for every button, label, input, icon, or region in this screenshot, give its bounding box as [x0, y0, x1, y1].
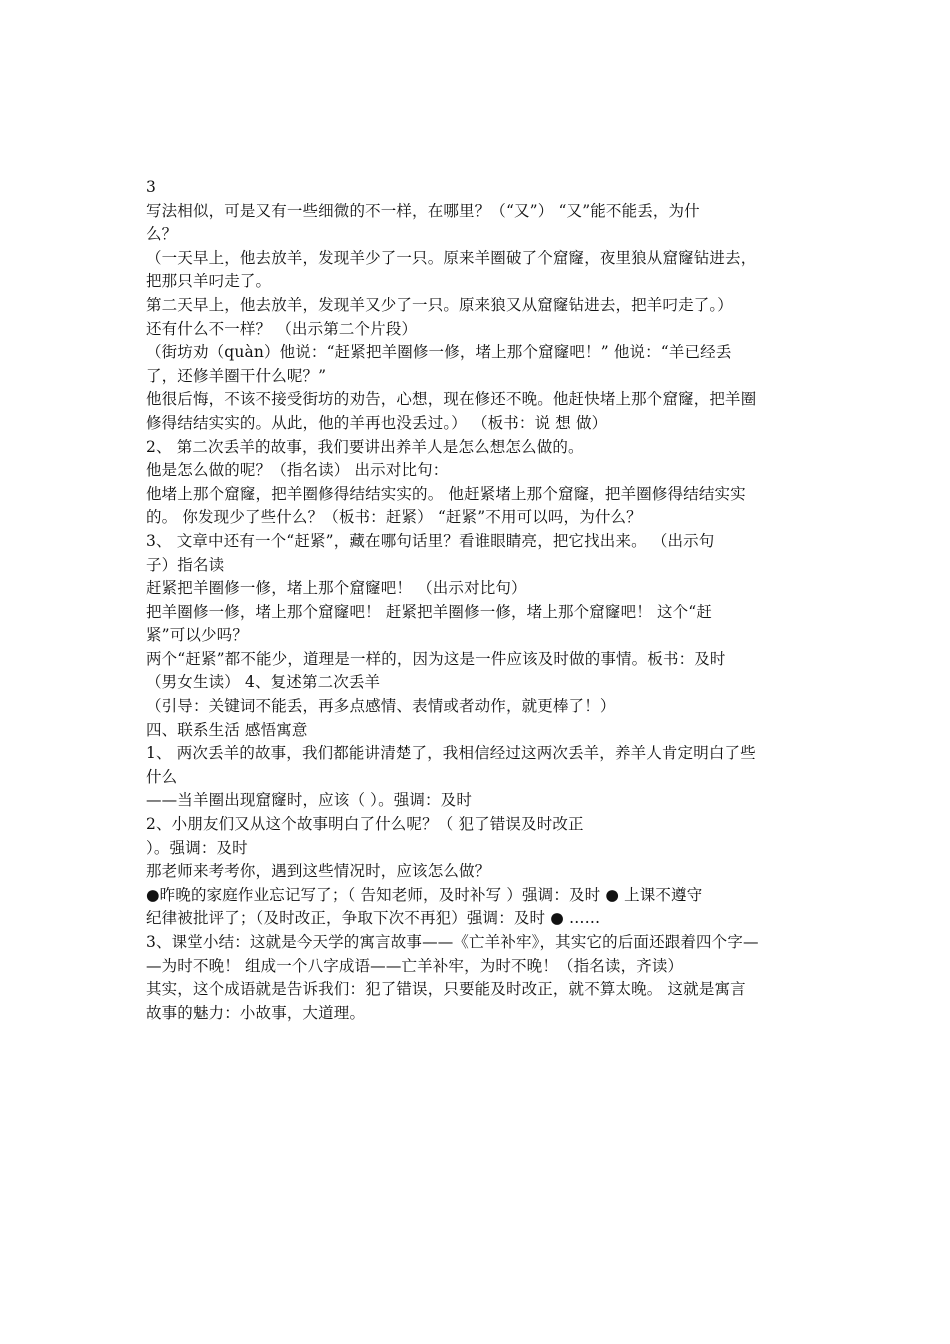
- text-line: ——当羊圈出现窟窿时，应该（ ）。强调：及时: [146, 791, 472, 810]
- page-number-line: 3: [146, 178, 157, 196]
- text-line: 么？: [146, 225, 178, 244]
- text-line: 写法相似，可是又有一些细微的不一样，在哪里？（“又”） “又”能不能丢，为什: [146, 201, 700, 220]
- text-line: （男女生读） 4、复述第二次丢羊: [146, 673, 381, 692]
- text-line: 其实，这个成语就是告诉我们：犯了错误，只要能及时改正，就不算太晚。 这就是寓言: [146, 980, 746, 999]
- text-line: 纪律被批评了；（及时改正，争取下次不再犯）强调：及时 ● ……: [146, 909, 601, 928]
- text-line: （一天早上，他去放羊，发现羊少了一只。原来羊圈破了个窟窿，夜里狼从窟窿钻进去，: [146, 248, 757, 267]
- text-line: 了，还修羊圈干什么呢？”: [146, 366, 327, 385]
- text-line: 紧”可以少吗？: [146, 626, 248, 645]
- text-line: ）。强调：及时: [146, 838, 248, 857]
- text-line: 故事的魅力：小故事，大道理。: [146, 1003, 366, 1022]
- text-line: 他堵上那个窟窿，把羊圈修得结结实实的。 他赶紧堵上那个窟窿，把羊圈修得结结实实: [146, 484, 746, 503]
- text-line: 3、 文章中还有一个“赶紧”，藏在哪句话里？看谁眼睛亮，把它找出来。 （出示句: [146, 531, 715, 550]
- text-line: 子）指名读: [146, 555, 225, 574]
- text-line: 的。 你发现少了些什么？（板书：赶紧） “赶紧”不用可以吗，为什么？: [146, 508, 642, 527]
- text-line: 两个“赶紧”都不能少，道理是一样的，因为这是一件应该及时做的事情。板书：及时: [146, 649, 726, 668]
- text-line: 他很后悔，不该不接受街坊的劝告，心想，现在修还不晚。他赶快堵上那个窟窿，把羊圈: [146, 390, 757, 409]
- text-line: 2、小朋友们又从这个故事明白了什么呢？（ 犯了错误及时改正: [146, 815, 584, 834]
- text-line: —为时不晚！ 组成一个八字成语——亡羊补牢，为时不晚！（指名读，齐读）: [146, 956, 684, 975]
- text-line: 什么: [146, 767, 178, 786]
- text-line: 还有什么不一样？ （出示第二个片段）: [146, 319, 418, 338]
- text-line: 1、 两次丢羊的故事，我们都能讲清楚了，我相信经过这两次丢羊，养羊人肯定明白了些: [146, 744, 756, 763]
- text-line: 修得结结实实的。从此，他的羊再也没丢过。） （板书：说 想 做）: [146, 413, 608, 432]
- text-line: （街坊劝（quàn）他说：“赶紧把羊圈修一修，堵上那个窟窿吧！” 他说：“羊已经丢: [146, 343, 732, 362]
- text-line: 赶紧把羊圈修一修，堵上那个窟窿吧！ （出示对比句）: [146, 579, 527, 598]
- text-line: ●昨晚的家庭作业忘记写了；（ 告知老师，及时补写 ）强调：及时 ● 上课不遵守: [146, 885, 703, 904]
- section-heading: 四、联系生活 感悟寓意: [146, 720, 308, 739]
- document-body: [146, 176, 808, 1025]
- text-line: 第二天早上，他去放羊，发现羊又少了一只。原来狼又从窟窿钻进去，把羊叼走了。）: [146, 295, 733, 314]
- text-line: 他是怎么做的呢？（指名读） 出示对比句：: [146, 461, 449, 480]
- text-line: 那老师来考考你，遇到这些情况时，应该怎么做？: [146, 862, 491, 881]
- text-line: 2、 第二次丢羊的故事，我们要讲出养羊人是怎么想怎么做的。: [146, 437, 584, 456]
- text-line: （引导：关键词不能丢，再多点感情、表情或者动作，就更棒了！）: [146, 697, 616, 716]
- text-line: 把那只羊叼走了。: [146, 272, 272, 291]
- text-line: 3、课堂小结：这就是今天学的寓言故事——《亡羊补牢》，其实它的后面还跟着四个字—: [146, 933, 759, 951]
- text-line: 把羊圈修一修，堵上那个窟窿吧！ 赶紧把羊圈修一修，堵上那个窟窿吧！ 这个“赶: [146, 602, 712, 621]
